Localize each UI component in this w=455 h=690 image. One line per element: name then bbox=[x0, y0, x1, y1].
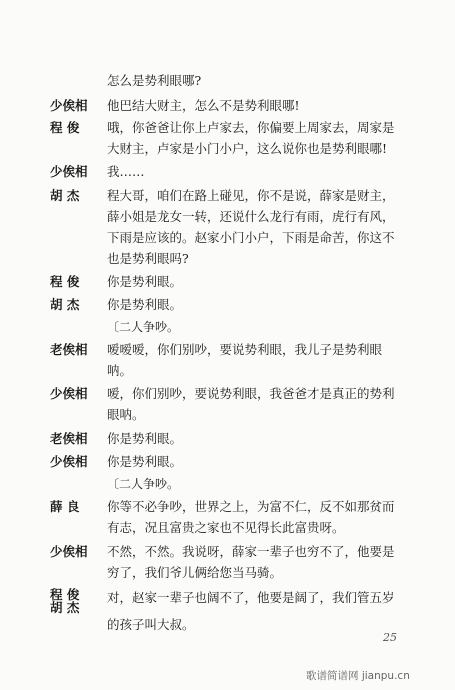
page-number: 25 bbox=[383, 631, 397, 644]
stage-direction: 〔二人争吵。 bbox=[107, 320, 180, 334]
speaker-name: 胡 杰 bbox=[50, 600, 80, 615]
dialogue-line: 你是势利眼。 bbox=[107, 431, 183, 446]
dialogue-line: 哦，你爸爸让你上卢家去，你偏要上周家去，周家是 bbox=[107, 120, 395, 135]
dialogue-line: 大财主，卢家是小门小户，这么说你也是势利眼哪! bbox=[107, 141, 388, 156]
dialogue-line: 怎么是势利眼哪? bbox=[107, 73, 202, 88]
dialogue-line: 你是势利眼。 bbox=[107, 274, 183, 289]
dialogue-line: 下雨是应该的。赵家小门小户，下雨是命苦，你这不 bbox=[107, 230, 395, 245]
dialogue-line: 也是势利眼吗? bbox=[107, 251, 189, 266]
speaker-name: 程 俊 bbox=[50, 587, 80, 602]
speaker-name: 程 俊 bbox=[50, 274, 80, 289]
dialogue-line: 我…… bbox=[107, 164, 145, 179]
speaker-name: 老俟相 bbox=[50, 431, 88, 446]
dialogue-line: 有志，况且富贵之家也不见得长此富贵呀。 bbox=[107, 520, 345, 535]
dialogue-line: 眼呐。 bbox=[107, 407, 145, 422]
dialogue-line: 你是势利眼。 bbox=[107, 297, 183, 312]
dialogue-line: 你等不必争吵，世界之上，为富不仁，反不如那贫而 bbox=[107, 499, 395, 514]
dialogue-line: 的孩子叫大叔。 bbox=[107, 617, 195, 632]
speaker-name: 胡 杰 bbox=[50, 297, 80, 312]
stage-direction: 〔二人争吵。 bbox=[107, 477, 180, 491]
site-watermark: 歌谱简谱网 jianpu.cn bbox=[306, 670, 410, 682]
dialogue-line: 穷了，我们爷儿俩给您当马骑。 bbox=[107, 565, 283, 580]
dialogue-line: 嗳，你们别吵，要说势利眼，我爸爸才是真正的势利 bbox=[107, 386, 395, 401]
dialogue-line: 你是势利眼。 bbox=[107, 454, 183, 469]
speaker-names-joint bbox=[50, 588, 102, 614]
dialogue-line: 他巴结大财主，怎么不是势利眼哪! bbox=[107, 98, 300, 113]
dialogue-line: 对，赵家一辈子也阔不了，他要是阔了，我们管五岁 bbox=[107, 590, 395, 605]
speaker-name: 少俟相 bbox=[50, 544, 88, 559]
speaker-name: 老俟相 bbox=[50, 342, 88, 357]
speaker-name: 胡 杰 bbox=[50, 188, 80, 203]
speaker-name: 薛 良 bbox=[50, 499, 80, 514]
dialogue-line: 嗳嗳嗳，你们别吵，要说势利眼，我儿子是势利眼 bbox=[107, 342, 383, 357]
speaker-name: 少俟相 bbox=[50, 454, 88, 469]
dialogue-line: 呐。 bbox=[107, 363, 133, 378]
dialogue-line: 程大哥，咱们在路上碰见，你不是说，薛家是财主， bbox=[107, 188, 395, 203]
dialogue-line: 不然，不然。我说呀，薛家一辈子也穷不了，他要是 bbox=[107, 544, 395, 559]
dialogue-line: 薛小姐是龙女一转，还说什么龙行有雨，虎行有风， bbox=[107, 209, 395, 224]
speaker-name: 程 俊 bbox=[50, 120, 80, 135]
speaker-name: 少俟相 bbox=[50, 98, 88, 113]
speaker-name: 少俟相 bbox=[50, 164, 88, 179]
speaker-name: 少俟相 bbox=[50, 386, 88, 401]
